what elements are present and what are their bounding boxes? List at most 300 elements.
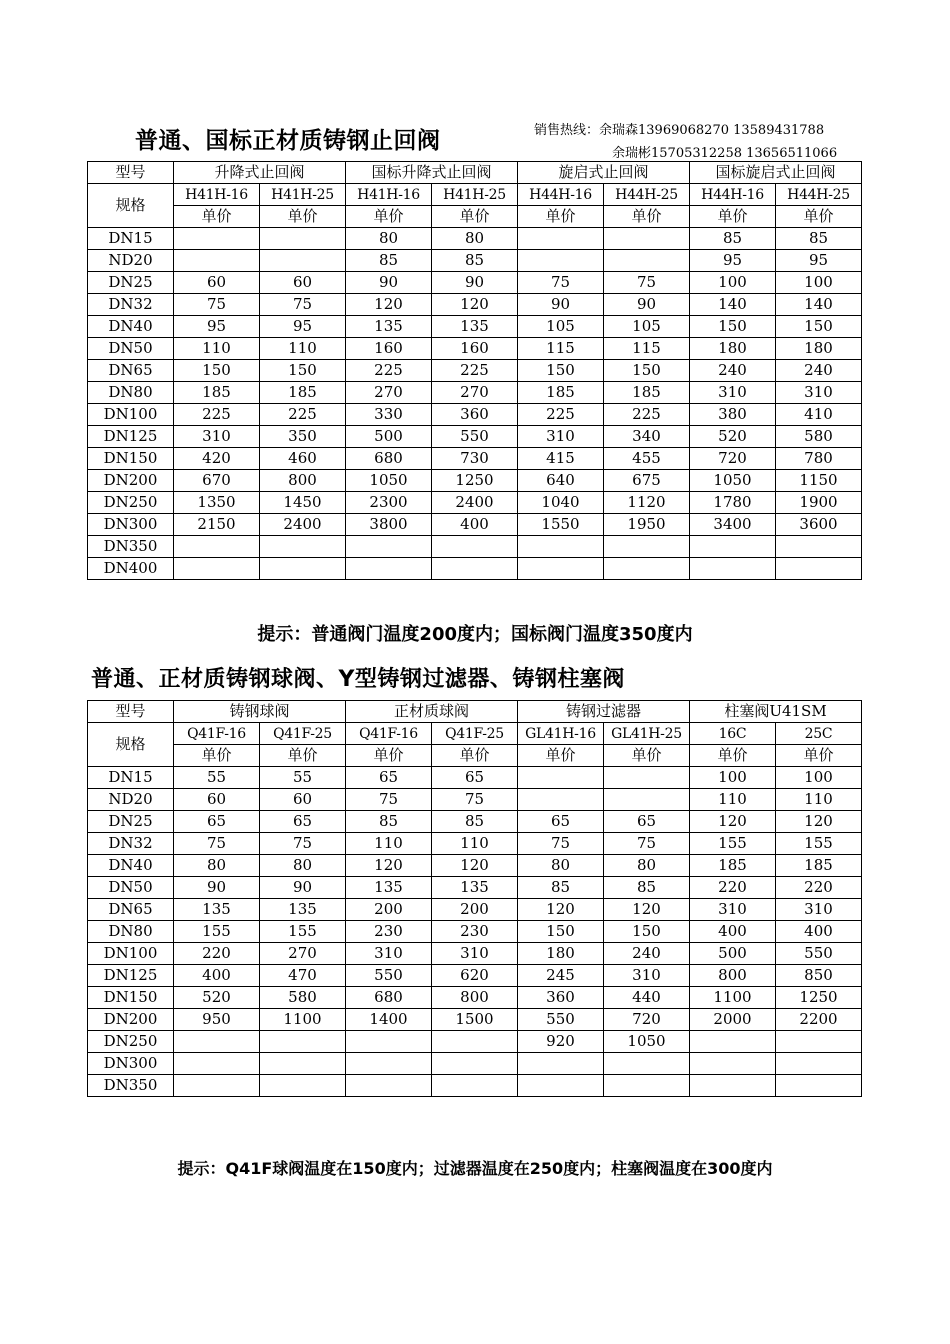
size-cell: DN80 (88, 921, 174, 943)
price-cell: 400 (690, 921, 776, 943)
price-cell: 140 (776, 294, 862, 316)
model-header: H41H-25 (432, 184, 518, 206)
price-cell: 580 (260, 987, 346, 1009)
price-cell (260, 1031, 346, 1053)
header-row-groups (88, 162, 862, 184)
price-cell: 90 (174, 877, 260, 899)
size-cell: DN150 (88, 987, 174, 1009)
price-cell: 1250 (776, 987, 862, 1009)
price-label: 单价 (518, 206, 604, 228)
price-cell: 140 (690, 294, 776, 316)
price-label: 单价 (346, 206, 432, 228)
price-cell: 400 (174, 965, 260, 987)
price-cell: 95 (174, 316, 260, 338)
price-cell: 55 (174, 767, 260, 789)
price-cell (518, 536, 604, 558)
price-cell: 185 (174, 382, 260, 404)
price-cell: 80 (604, 855, 690, 877)
price-cell: 110 (260, 338, 346, 360)
price-cell: 410 (776, 404, 862, 426)
price-cell: 85 (604, 877, 690, 899)
price-cell: 225 (518, 404, 604, 426)
price-cell: 75 (174, 833, 260, 855)
table-row (88, 1075, 862, 1097)
price-cell: 160 (432, 338, 518, 360)
price-cell (346, 1053, 432, 1075)
price-cell: 150 (690, 316, 776, 338)
price-cell (432, 1031, 518, 1053)
size-cell: DN80 (88, 382, 174, 404)
price-cell: 470 (260, 965, 346, 987)
price-cell (174, 228, 260, 250)
price-cell: 110 (174, 338, 260, 360)
size-cell: DN150 (88, 448, 174, 470)
price-cell (776, 558, 862, 580)
sales-hotline-line-1: 销售热线：余瑞森13969068270 13589431788 (534, 123, 825, 138)
price-cell (260, 536, 346, 558)
price-cell: 75 (604, 272, 690, 294)
table-row (88, 492, 862, 514)
price-cell: 185 (604, 382, 690, 404)
price-cell: 85 (432, 250, 518, 272)
header-row-models (88, 184, 862, 206)
price-cell: 550 (518, 1009, 604, 1031)
price-cell: 80 (518, 855, 604, 877)
price-cell: 675 (604, 470, 690, 492)
model-header: H41H-16 (346, 184, 432, 206)
price-cell: 1900 (776, 492, 862, 514)
table-row (88, 338, 862, 360)
price-cell: 220 (690, 877, 776, 899)
type-label: 型号 (88, 162, 174, 184)
price-label: 单价 (260, 745, 346, 767)
size-cell: DN40 (88, 855, 174, 877)
model-header: Q41F-25 (260, 723, 346, 745)
price-cell: 1100 (260, 1009, 346, 1031)
price-cell: 730 (432, 448, 518, 470)
price-cell: 120 (776, 811, 862, 833)
price-cell: 105 (518, 316, 604, 338)
price-cell: 80 (346, 228, 432, 250)
price-cell: 75 (260, 294, 346, 316)
price-cell: 85 (518, 877, 604, 899)
price-cell: 85 (432, 811, 518, 833)
size-cell: DN200 (88, 470, 174, 492)
table-row (88, 1009, 862, 1031)
price-cell: 110 (346, 833, 432, 855)
table-row (88, 767, 862, 789)
price-cell: 1150 (776, 470, 862, 492)
price-cell (518, 1075, 604, 1097)
table-row (88, 987, 862, 1009)
price-cell: 1050 (604, 1031, 690, 1053)
price-cell: 75 (432, 789, 518, 811)
table-row (88, 514, 862, 536)
price-cell: 120 (346, 855, 432, 877)
price-cell: 85 (776, 228, 862, 250)
price-cell: 1100 (690, 987, 776, 1009)
size-cell: DN200 (88, 1009, 174, 1031)
model-header: Q41F-16 (174, 723, 260, 745)
price-cell: 75 (518, 833, 604, 855)
price-cell: 85 (346, 250, 432, 272)
price-cell: 85 (690, 228, 776, 250)
price-cell: 150 (174, 360, 260, 382)
price-cell (604, 1053, 690, 1075)
price-cell: 225 (346, 360, 432, 382)
table-row (88, 899, 862, 921)
price-cell: 2200 (776, 1009, 862, 1031)
size-cell: ND20 (88, 250, 174, 272)
price-cell: 2000 (690, 1009, 776, 1031)
price-cell: 1250 (432, 470, 518, 492)
model-header: GL41H-25 (604, 723, 690, 745)
header-row-groups (88, 701, 862, 723)
price-cell: 550 (432, 426, 518, 448)
price-cell: 455 (604, 448, 690, 470)
price-cell: 1450 (260, 492, 346, 514)
price-cell: 135 (174, 899, 260, 921)
price-cell: 3600 (776, 514, 862, 536)
size-cell: DN300 (88, 1053, 174, 1075)
price-cell: 90 (346, 272, 432, 294)
price-cell: 150 (518, 921, 604, 943)
price-cell: 620 (432, 965, 518, 987)
price-cell (604, 250, 690, 272)
section-title: 普通、正材质铸钢球阀、Y型铸钢过滤器、铸钢柱塞阀 (91, 667, 625, 692)
price-cell: 310 (690, 382, 776, 404)
table-row (88, 228, 862, 250)
table-row (88, 789, 862, 811)
price-cell: 65 (346, 767, 432, 789)
size-cell: DN25 (88, 272, 174, 294)
price-cell: 230 (432, 921, 518, 943)
price-cell: 110 (432, 833, 518, 855)
table-row (88, 382, 862, 404)
spec-label: 规格 (88, 723, 174, 767)
price-cell: 460 (260, 448, 346, 470)
size-cell: DN32 (88, 294, 174, 316)
price-cell (432, 1053, 518, 1075)
size-cell: DN350 (88, 1075, 174, 1097)
price-cell: 1050 (690, 470, 776, 492)
price-cell: 550 (776, 943, 862, 965)
price-cell: 95 (260, 316, 346, 338)
price-cell (260, 1053, 346, 1075)
price-cell (776, 536, 862, 558)
price-cell (604, 789, 690, 811)
price-cell (604, 536, 690, 558)
temperature-note: 提示：普通阀门温度200度内；国标阀门温度350度内 (257, 624, 693, 645)
model-header: 25C (776, 723, 862, 745)
price-cell: 100 (776, 767, 862, 789)
price-cell: 800 (432, 987, 518, 1009)
size-cell: DN25 (88, 811, 174, 833)
price-cell: 75 (346, 789, 432, 811)
price-cell: 225 (174, 404, 260, 426)
size-cell: ND20 (88, 789, 174, 811)
price-cell (174, 1031, 260, 1053)
price-cell: 225 (604, 404, 690, 426)
group-header: 国标升降式止回阀 (346, 162, 518, 184)
price-cell: 65 (604, 811, 690, 833)
size-cell: DN350 (88, 536, 174, 558)
price-cell: 200 (432, 899, 518, 921)
price-cell: 65 (432, 767, 518, 789)
price-cell (432, 1075, 518, 1097)
price-cell (346, 1031, 432, 1053)
price-cell: 180 (518, 943, 604, 965)
group-header: 升降式止回阀 (174, 162, 346, 184)
table-row (88, 855, 862, 877)
table-row (88, 470, 862, 492)
price-cell: 60 (174, 789, 260, 811)
price-cell: 180 (690, 338, 776, 360)
price-cell: 270 (260, 943, 346, 965)
price-cell (260, 250, 346, 272)
price-cell: 310 (174, 426, 260, 448)
price-label: 单价 (346, 745, 432, 767)
price-cell: 120 (604, 899, 690, 921)
size-cell: DN15 (88, 228, 174, 250)
table-row (88, 877, 862, 899)
check-valve-price-table (87, 161, 862, 580)
price-cell: 310 (518, 426, 604, 448)
price-cell: 75 (174, 294, 260, 316)
price-label: 单价 (260, 206, 346, 228)
price-cell: 150 (604, 921, 690, 943)
table-row (88, 1031, 862, 1053)
size-cell: DN65 (88, 360, 174, 382)
price-cell (174, 536, 260, 558)
size-cell: DN125 (88, 426, 174, 448)
price-cell: 185 (690, 855, 776, 877)
price-cell: 180 (776, 338, 862, 360)
price-cell: 155 (776, 833, 862, 855)
price-cell: 1350 (174, 492, 260, 514)
size-cell: DN50 (88, 338, 174, 360)
price-cell: 110 (776, 789, 862, 811)
model-header: H44H-25 (776, 184, 862, 206)
price-cell (518, 228, 604, 250)
size-cell: DN100 (88, 943, 174, 965)
header-row-models (88, 723, 862, 745)
price-cell: 2300 (346, 492, 432, 514)
price-cell: 1500 (432, 1009, 518, 1031)
model-header: H44H-16 (518, 184, 604, 206)
price-cell: 80 (432, 228, 518, 250)
price-cell: 90 (260, 877, 346, 899)
model-header: H44H-25 (604, 184, 690, 206)
price-label: 单价 (604, 206, 690, 228)
price-cell (432, 558, 518, 580)
size-cell: DN125 (88, 965, 174, 987)
price-label: 单价 (776, 745, 862, 767)
group-header: 国标旋启式止回阀 (690, 162, 862, 184)
price-cell: 150 (604, 360, 690, 382)
price-cell: 310 (604, 965, 690, 987)
price-cell: 150 (260, 360, 346, 382)
price-cell: 185 (776, 855, 862, 877)
price-cell: 850 (776, 965, 862, 987)
price-cell: 115 (604, 338, 690, 360)
group-header: 正材质球阀 (346, 701, 518, 723)
size-cell: DN400 (88, 558, 174, 580)
price-label: 单价 (518, 745, 604, 767)
price-label: 单价 (432, 745, 518, 767)
size-cell: DN250 (88, 1031, 174, 1053)
price-cell: 120 (346, 294, 432, 316)
price-cell (346, 558, 432, 580)
price-cell: 115 (518, 338, 604, 360)
price-cell (690, 536, 776, 558)
model-header: 16C (690, 723, 776, 745)
price-cell (604, 767, 690, 789)
price-cell: 155 (260, 921, 346, 943)
price-cell: 780 (776, 448, 862, 470)
price-cell: 185 (260, 382, 346, 404)
price-label: 单价 (776, 206, 862, 228)
price-cell (776, 1031, 862, 1053)
temperature-note-2: 提示：Q41F球阀温度在150度内；过滤器温度在250度内；柱塞阀温度在300度内 (177, 1159, 773, 1178)
price-cell: 75 (260, 833, 346, 855)
table-row (88, 294, 862, 316)
price-cell: 105 (604, 316, 690, 338)
price-cell: 155 (174, 921, 260, 943)
price-cell: 200 (346, 899, 432, 921)
price-cell: 155 (690, 833, 776, 855)
price-cell: 120 (432, 294, 518, 316)
price-cell: 60 (260, 789, 346, 811)
price-cell: 185 (518, 382, 604, 404)
price-cell (260, 228, 346, 250)
group-header: 铸钢球阀 (174, 701, 346, 723)
price-cell: 330 (346, 404, 432, 426)
price-cell: 225 (432, 360, 518, 382)
price-label: 单价 (690, 745, 776, 767)
price-cell: 550 (346, 965, 432, 987)
table-row (88, 1053, 862, 1075)
price-cell: 135 (432, 877, 518, 899)
price-cell: 220 (776, 877, 862, 899)
group-header: 旋启式止回阀 (518, 162, 690, 184)
price-cell (690, 1031, 776, 1053)
model-header: H41H-25 (260, 184, 346, 206)
table-row (88, 943, 862, 965)
price-cell: 60 (174, 272, 260, 294)
page-title: 普通、国标正材质铸钢止回阀 (135, 128, 441, 154)
price-cell: 680 (346, 448, 432, 470)
price-cell: 2400 (260, 514, 346, 536)
price-cell (518, 558, 604, 580)
model-header: H41H-16 (174, 184, 260, 206)
price-cell: 150 (776, 316, 862, 338)
header-row-price (88, 745, 862, 767)
price-cell: 100 (690, 767, 776, 789)
model-header: Q41F-25 (432, 723, 518, 745)
table-row (88, 921, 862, 943)
price-cell: 1040 (518, 492, 604, 514)
price-cell: 310 (776, 899, 862, 921)
table-row (88, 448, 862, 470)
price-cell: 310 (690, 899, 776, 921)
model-header: Q41F-16 (346, 723, 432, 745)
price-cell: 1780 (690, 492, 776, 514)
price-cell: 90 (518, 294, 604, 316)
price-cell: 95 (776, 250, 862, 272)
price-cell (518, 1053, 604, 1075)
table-row (88, 536, 862, 558)
price-cell: 60 (260, 272, 346, 294)
price-cell (432, 536, 518, 558)
price-cell: 240 (604, 943, 690, 965)
table-row (88, 404, 862, 426)
price-cell: 380 (690, 404, 776, 426)
group-header: 铸钢过滤器 (518, 701, 690, 723)
price-cell: 340 (604, 426, 690, 448)
price-cell: 160 (346, 338, 432, 360)
price-cell: 75 (604, 833, 690, 855)
price-cell: 100 (690, 272, 776, 294)
price-cell (690, 1053, 776, 1075)
price-cell: 680 (346, 987, 432, 1009)
price-label: 单价 (174, 745, 260, 767)
price-cell: 75 (518, 272, 604, 294)
price-label: 单价 (432, 206, 518, 228)
table-row (88, 965, 862, 987)
price-cell: 800 (260, 470, 346, 492)
price-cell (174, 1053, 260, 1075)
price-label: 单价 (604, 745, 690, 767)
price-cell: 245 (518, 965, 604, 987)
price-cell: 55 (260, 767, 346, 789)
price-cell: 440 (604, 987, 690, 1009)
price-cell: 1550 (518, 514, 604, 536)
price-cell: 670 (174, 470, 260, 492)
price-cell: 1120 (604, 492, 690, 514)
table-row (88, 316, 862, 338)
price-cell (174, 250, 260, 272)
price-cell: 270 (432, 382, 518, 404)
price-cell (776, 1053, 862, 1075)
price-cell: 120 (690, 811, 776, 833)
size-cell: DN300 (88, 514, 174, 536)
price-label: 单价 (174, 206, 260, 228)
price-cell (518, 250, 604, 272)
size-cell: DN50 (88, 877, 174, 899)
price-cell: 310 (776, 382, 862, 404)
spec-label: 规格 (88, 184, 174, 228)
size-cell: DN32 (88, 833, 174, 855)
price-cell: 720 (690, 448, 776, 470)
price-cell: 420 (174, 448, 260, 470)
price-cell: 3400 (690, 514, 776, 536)
price-cell: 90 (432, 272, 518, 294)
price-cell: 110 (690, 789, 776, 811)
price-cell (690, 1075, 776, 1097)
price-cell: 1400 (346, 1009, 432, 1031)
price-cell: 80 (260, 855, 346, 877)
price-cell: 350 (260, 426, 346, 448)
price-cell: 360 (432, 404, 518, 426)
price-cell (690, 558, 776, 580)
price-cell: 90 (604, 294, 690, 316)
price-cell: 415 (518, 448, 604, 470)
price-cell: 120 (432, 855, 518, 877)
type-label: 型号 (88, 701, 174, 723)
price-cell: 240 (776, 360, 862, 382)
price-cell: 720 (604, 1009, 690, 1031)
